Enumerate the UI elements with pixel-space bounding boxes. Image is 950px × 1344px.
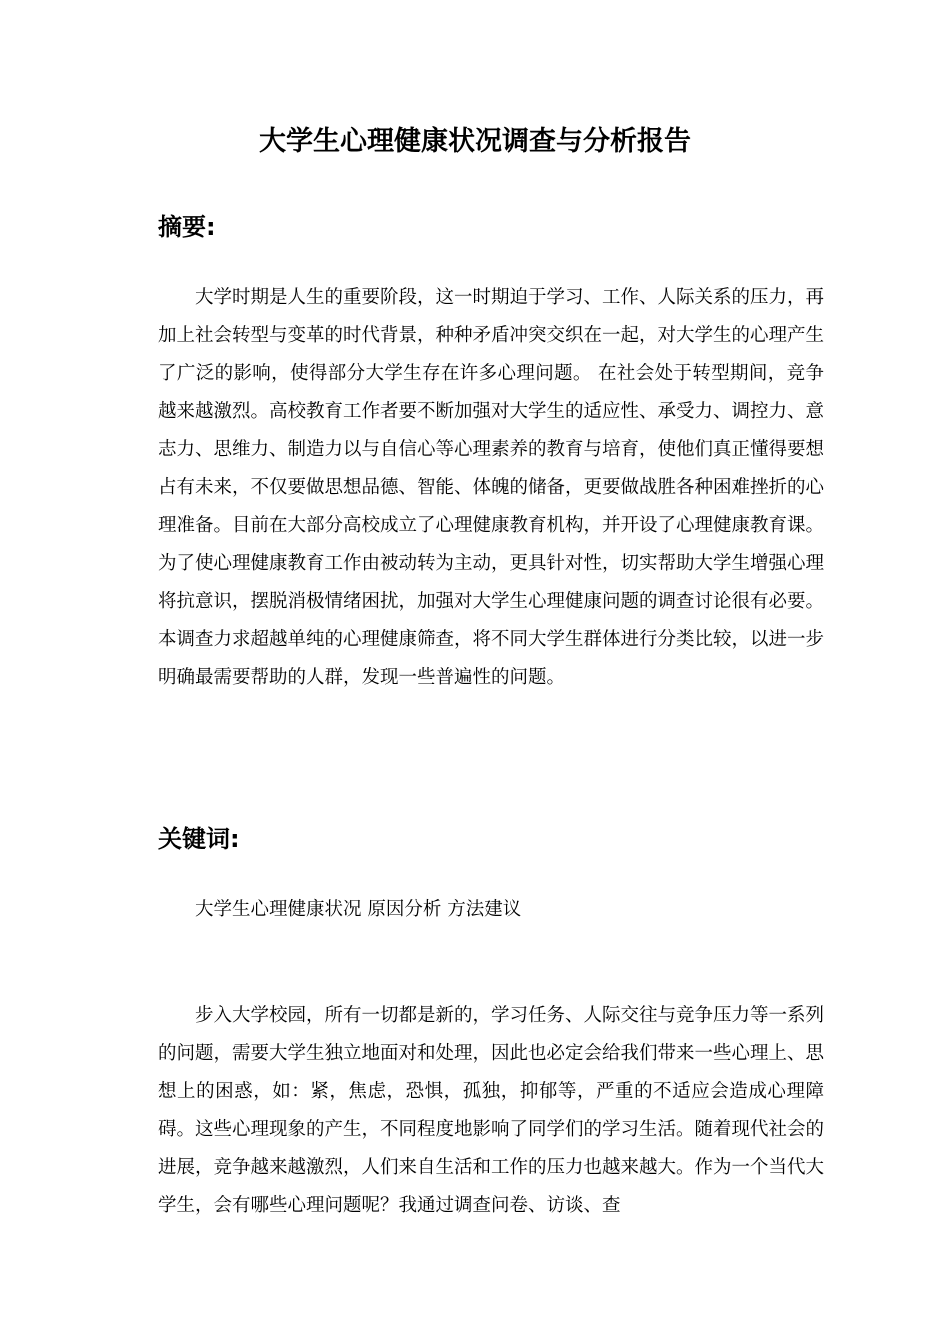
intro-paragraph: 步入大学校园，所有一切都是新的，学习任务、人际交往与竞争压力等一系列的问题，需要大学生独立地面对和处理，因此也必定会给我们带来一些心理上、思想上的困惑，如：紧，焦虑，恐惧，孤独，抑郁等，严重的不适应会造成心理障碍。这些心理现象的产生，不同程度地影响了同学们的学习生活。随着现代社会的进展，竞争越来越激烈，人们来自生活和工作的压力也越来越大。作为一个当代大学生，会有哪些心理问题呢？我通过调查问卷、访谈、查 [158, 1005, 825, 1216]
abstract-heading: 摘要: [158, 213, 216, 241]
keywords-text: 大学生心理健康状况 原因分析 方法建议 [195, 899, 522, 920]
keywords-heading: 关键词: [158, 825, 240, 853]
document-title: 大学生心理健康状况调查与分析报告 [259, 126, 691, 157]
abstract-paragraph: 大学时期是人生的重要阶段，这一时期迫于学习、工作、人际关系的压力，再加上社会转型与变革的时代背景，种种矛盾冲突交织在一起，对大学生的心理产生了广泛的影响，使得部分大学生存在许多心理问题。 在社会处于转型期间，竞争越来越激烈。高校教育工作者要不断加强对大学生的适应性、承受力、调控力、意志力、思维力、制造力以与自信心等心理素养的教育与培育，使他们真正懂得要想占有未来，不仅要做思想品德、智能、体魄的储备，更要做战胜各种困难挫折的心理准备。目前在大部分高校成立了心理健康教育机构，并开设了心理健康教育课。为了使心理健康教育工作由被动转为主动，更具针对性，切实帮助大学生增强心理将抗意识，摆脱消极情绪困扰，加强对大学生心理健康问题的调查讨论很有必要。本调查力求超越单纯的心理健康筛查，将不同大学生群体进行分类比较，以进一步明确最需要帮助的人群，发现一些普遍性的问题。 [158, 287, 825, 688]
